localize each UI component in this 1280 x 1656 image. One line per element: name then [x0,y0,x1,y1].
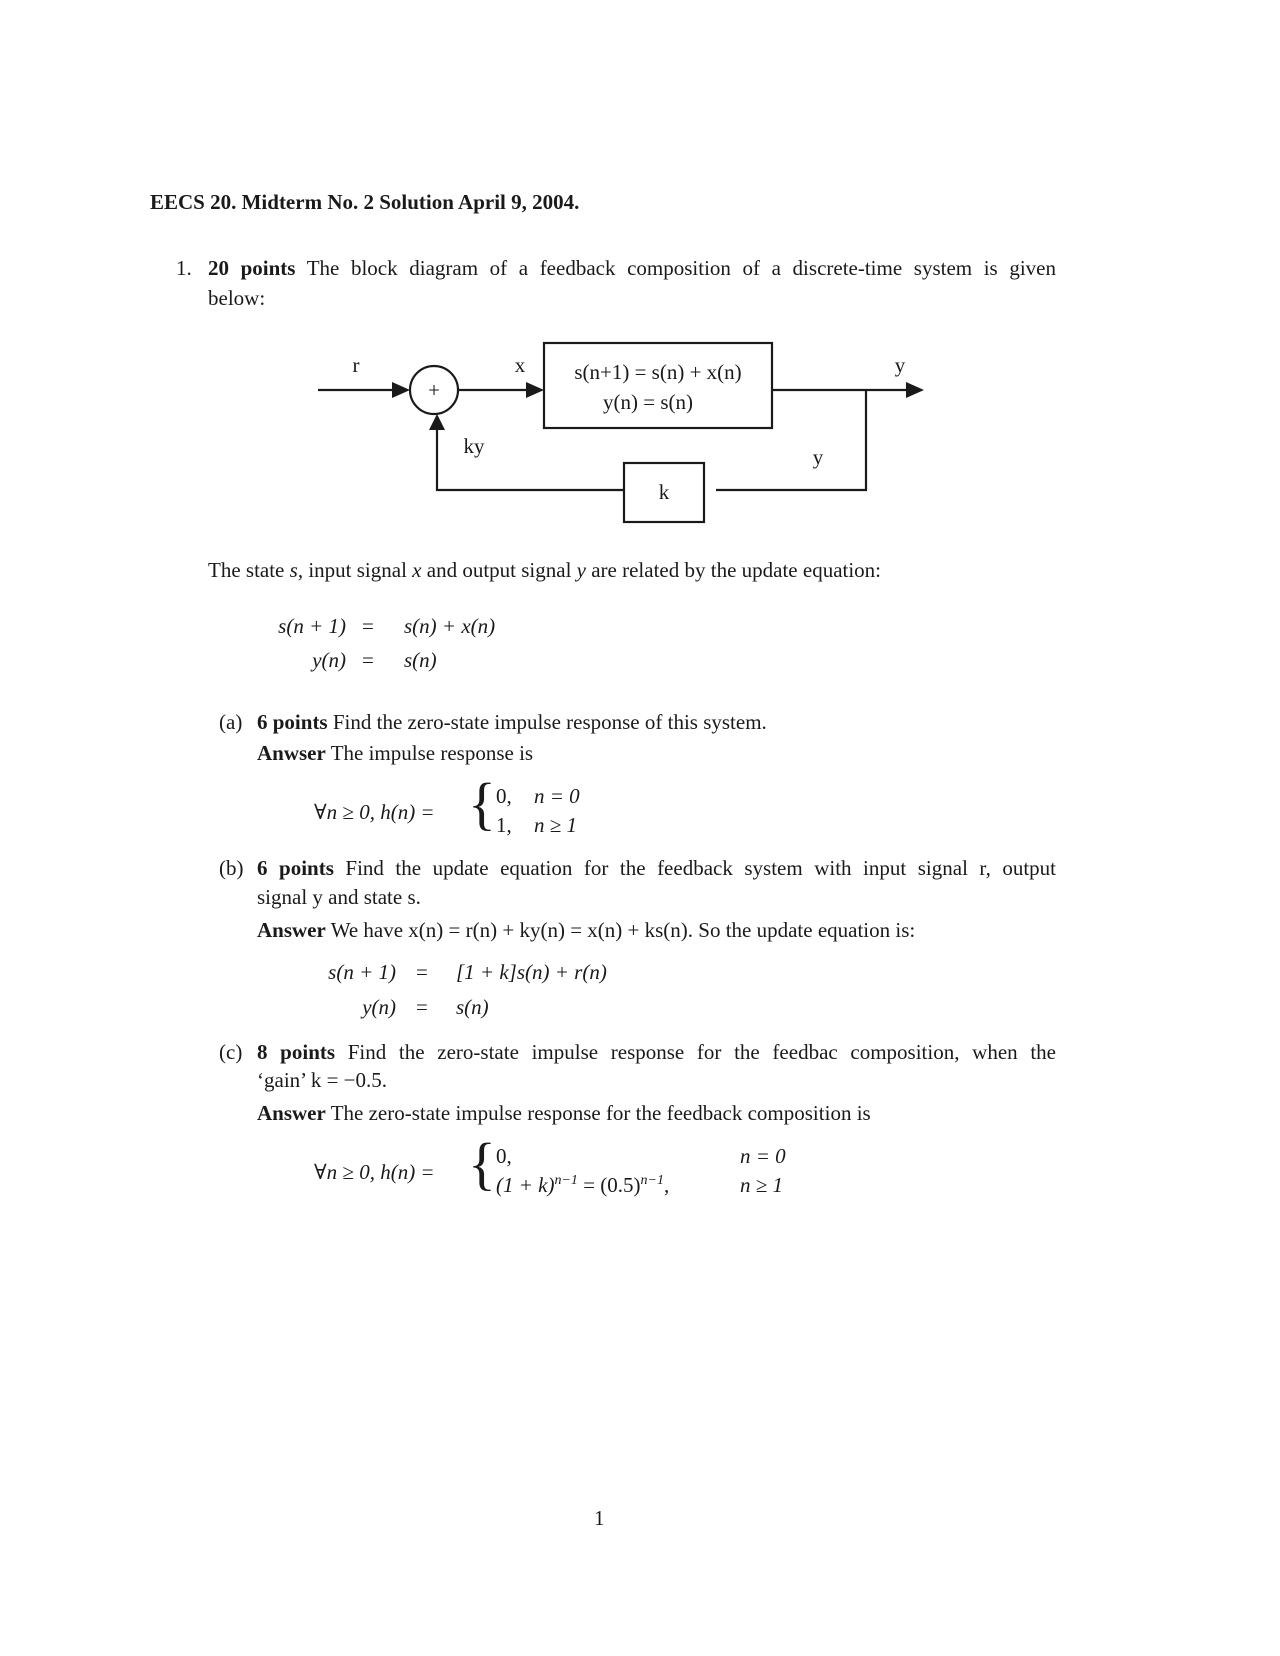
part-c-case1-value: 0, [496,1144,512,1168]
problem-intro-line1: The block diagram of a feedback composition of a discrete-time system is given [306,256,1056,280]
part-c-brace: { [468,1131,496,1196]
part-c-mid: = (0.5) [577,1173,641,1197]
output-arrow [906,382,924,398]
update-eq-rhs2: s(n) [404,648,437,672]
system-block [544,343,772,428]
part-b-lhs1: s(n + 1) [328,960,396,984]
part-b-answer-text: We have x(n) = r(n) + ky(n) = x(n) + ks(n). So the update equation is: [330,918,916,942]
part-a-answer-text: The impulse response is [330,741,534,765]
part-b-label: (b) [219,856,244,880]
state-var-s: s [289,558,298,582]
update-eq-lhs2: y(n) [312,648,346,672]
label-ky: ky [463,434,485,458]
update-eq-rhs1: s(n) + x(n) [404,614,496,638]
part-b-answer [257,918,915,943]
part-b-question-line2: signal y and state s. [257,885,421,909]
part-c-exp2: n−1 [640,1173,664,1188]
update-eq-equals2: = [362,648,374,672]
state-description [208,558,881,583]
label-y-feedback: y [812,445,824,469]
update-eq-equals1: = [362,614,374,638]
part-c-question-line2: ‘gain’ k = −0.5. [257,1068,388,1092]
part-a-case2-condition: n ≥ 1 [534,813,578,837]
system-equation-2: y(n) = s(n) [603,390,693,414]
problem-intro-line2: below: [208,286,266,310]
x-arrow [526,382,544,398]
part-c-tail: , [663,1173,670,1197]
part-c-case2-condition: n ≥ 1 [740,1173,784,1197]
part-c-exp1: n−1 [554,1173,578,1188]
update-eq-lhs1: s(n + 1) [278,614,346,638]
part-b-rhs1: [1 + k]s(n) + r(n) [456,960,607,984]
problem-intro [208,256,1056,281]
part-a-lhs: ∀n ≥ 0, h(n) = [314,800,435,824]
part-a-points: 6 points [257,710,328,734]
page-number: 1 [594,1506,605,1530]
part-b-lhs2: y(n) [362,995,396,1019]
part-a-answer-label: Anwser [257,741,326,765]
part-c-case1-condition: n = 0 [740,1144,786,1168]
part-b-equals1: = [416,960,428,984]
label-x: x [514,353,526,377]
part-b-rhs2: s(n) [456,995,489,1019]
part-a-question-text: Find the zero-state impulse response of this system. [332,710,767,734]
problem-points: 20 points [208,256,296,280]
part-a-answer [257,741,533,766]
part-c-points: 8 points [257,1040,336,1064]
part-a-brace: { [468,771,496,836]
part-b-question-line1: Find the update equation for the feedback system with input signal r, output [345,856,1056,880]
part-a-label: (a) [219,710,243,734]
part-c-case2-value [496,1173,669,1198]
page-title: EECS 20. Midterm No. 2 Solution April 9, 2004. [150,190,580,214]
system-equation-1: s(n+1) = s(n) + x(n) [574,360,742,384]
problem-number: 1. [176,256,192,280]
input-arrow [392,382,410,398]
state-text-4: are related by the update equation: [585,558,882,582]
feedback-arrow [429,414,445,430]
part-b-equals2: = [416,995,428,1019]
feedback-line-right [716,390,866,490]
part-b-question [257,856,1056,881]
part-c-question [257,1040,1056,1065]
part-c-answer-text: The zero-state impulse response for the feedback composition is [330,1101,871,1125]
part-a-case2-value: 1, [496,813,512,837]
part-c-base1: (1 + k) [496,1173,555,1197]
state-text-2: , input signal [297,558,413,582]
part-a-question [257,710,767,735]
gain-label: k [658,480,670,504]
state-var-y: y [576,558,586,582]
block-diagram [300,330,960,540]
state-text-3: and output signal [421,558,577,582]
part-c-label: (c) [219,1040,243,1064]
state-var-x: x [412,558,422,582]
part-c-question-line1: Find the zero-state impulse response for the feedbac composition, when the [347,1040,1056,1064]
part-a-case1-value: 0, [496,784,512,808]
part-a-case1-condition: n = 0 [534,784,580,808]
part-c-lhs: ∀n ≥ 0, h(n) = [314,1160,435,1184]
label-y-output: y [894,353,906,377]
part-b-answer-label: Answer [257,918,326,942]
state-text-1: The state [208,558,290,582]
label-r: r [352,353,360,377]
part-c-answer [257,1101,871,1126]
part-c-answer-label: Answer [257,1101,326,1125]
adder-symbol: + [428,378,440,402]
part-b-points: 6 points [257,856,334,880]
